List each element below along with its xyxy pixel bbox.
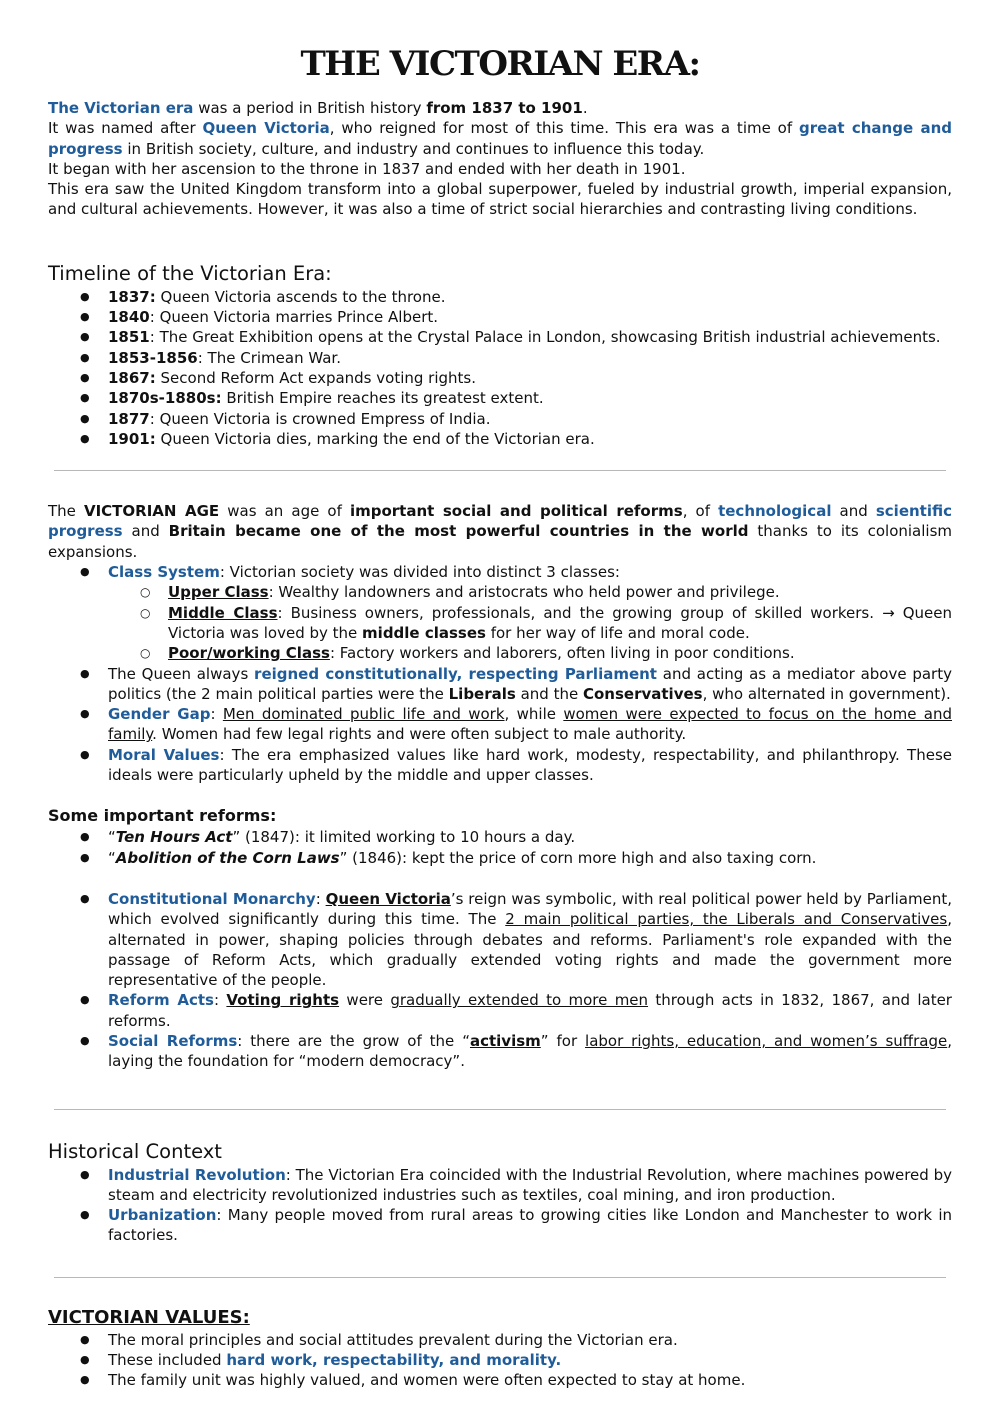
text: ’s reign was symbolic, with real political power held by Parliament, which evolved significantly during this time. The (108, 889, 952, 929)
list-item-upper-class (108, 582, 952, 602)
term-constitutional-monarchy: Constitutional Monarchy (108, 889, 316, 908)
timeline-item (48, 429, 952, 449)
term-great-change: great change and progress (48, 119, 952, 158)
label-poor-class: Poor/working Class (168, 644, 330, 663)
text: “ (108, 828, 116, 847)
term-class-system: Class System (108, 563, 220, 582)
age-paragraph (48, 501, 952, 562)
timeline-item (48, 287, 952, 307)
text: “ (108, 848, 116, 867)
text: and acting as a mediator above party politics (the 2 main political parties were the (108, 664, 952, 703)
timeline-date: 1877 (108, 409, 150, 428)
text: thanks to its colonialism expansions. (48, 522, 953, 561)
values-heading: VICTORIAN VALUES: (48, 1306, 250, 1328)
timeline-item (48, 348, 952, 368)
text: and (122, 522, 169, 541)
term-values: hard work, respectability, and morality (226, 1351, 556, 1370)
bold: Liberals (448, 684, 516, 703)
timeline-text: Queen Victoria ascends to the throne. (155, 287, 446, 306)
intro-line-2 (48, 118, 952, 159)
text: The Queen always (108, 664, 255, 683)
list-item-ten-hours (48, 827, 952, 847)
reforms-heading: Some important reforms: (48, 806, 277, 826)
reforms-section (48, 805, 952, 1071)
context-section (48, 1139, 952, 1246)
text: ” for (540, 1031, 586, 1050)
text: was an age of (219, 502, 350, 521)
term-reform-acts: Reform Acts (108, 991, 214, 1010)
monarchy-list (48, 889, 952, 1072)
context-heading: Historical Context (48, 1139, 222, 1163)
text: These included (108, 1351, 227, 1370)
bold-italic: Ten Hours Act (115, 828, 233, 847)
intro-section (48, 98, 952, 220)
timeline-date: 1840 (108, 308, 150, 327)
text: , while (504, 705, 564, 724)
list-item-value-2 (48, 1350, 952, 1370)
list-item-industrial-revolution (48, 1165, 952, 1206)
text: through acts in 1832, 1867, and later reforms. (108, 991, 952, 1030)
text: . Women had few legal rights and were often subject to male authority. (152, 725, 687, 744)
term-reigned: reigned constitutionally (254, 664, 457, 683)
list-item-constitutional-monarchy (48, 889, 952, 990)
term-gender-gap: Gender Gap (108, 705, 211, 724)
text: : (315, 889, 326, 908)
text: ” (1847): it limited working to 10 hours a day. (232, 828, 576, 847)
text: : The era emphasized values like hard work, modesty, respectability, and philanthropy. These ideals were particularly upheld by the middle and upper classes. (108, 745, 952, 785)
text: was a period in British history (193, 99, 427, 117)
timeline-list (48, 287, 952, 449)
text: , laying the foundation for “modern democracy”. (108, 1031, 953, 1071)
text: ” (1846): kept the price of corn more high and also taxing corn. (339, 848, 817, 867)
timeline-text: British Empire reaches its greatest extent. (221, 389, 544, 408)
text: : (210, 705, 223, 724)
timeline-date: 1851 (108, 328, 150, 347)
term-moral-values: Moral Values (108, 745, 220, 764)
timeline-date: 1853-1856 (108, 348, 198, 367)
text: : there are the grow of the “ (237, 1031, 470, 1050)
label-upper-class: Upper Class (168, 583, 269, 602)
list-item-moral-values (48, 745, 952, 786)
age-list (48, 562, 952, 785)
bold: middle classes (362, 623, 486, 642)
timeline-date: 1870s-1880s: (108, 389, 222, 408)
text: : Factory workers and laborers, often living in poor conditions. (329, 644, 795, 663)
term-social-reforms: Social Reforms (108, 1031, 238, 1050)
text: The (48, 502, 84, 521)
term-scientific: scientific progress (48, 502, 952, 541)
victorian-age-section (48, 501, 952, 785)
text: : Many people moved from rural areas to growing cities like London and Manchester to work in factories. (108, 1206, 952, 1245)
timeline-text: : Queen Victoria marries Prince Albert. (149, 308, 439, 327)
underlined: Voting rights (226, 991, 340, 1010)
list-item-reform-acts (48, 990, 952, 1031)
timeline-heading: Timeline of the Victorian Era: (48, 261, 332, 285)
list-item-social-reforms (48, 1031, 952, 1072)
bold-italic: Abolition of the Corn Laws (115, 848, 340, 867)
text: , of (682, 502, 719, 521)
text: . (555, 1351, 562, 1370)
label-middle-class: Middle Class (168, 603, 278, 622)
underlined: Men dominated public life and work (222, 705, 505, 724)
underlined: women were expected to focus on the home and family (108, 705, 952, 744)
list-item-queen (48, 664, 952, 705)
values-section (48, 1306, 952, 1391)
page-title: THE VICTORIAN ERA: (300, 44, 700, 84)
list-item-corn-laws (48, 848, 952, 868)
timeline-item (48, 307, 952, 327)
term-victorian-era: The Victorian era (48, 99, 194, 117)
timeline-text: Second Reform Act expands voting rights. (155, 368, 476, 387)
timeline-text: : Queen Victoria is crowned Empress of India. (149, 409, 491, 428)
text: : Victorian society was divided into distinct 3 classes: (219, 563, 620, 582)
text: : The Victorian Era coincided with the Industrial Revolution, where machines powered by steam and electricity revolutionized industries such as textiles, coal mining, and iron production. (108, 1165, 952, 1204)
text: were (339, 991, 391, 1010)
class-sublist (108, 582, 952, 663)
intro-line-4: This era saw the United Kingdom transform into a global superpower, fueled by industrial growth, imperial expansion, and cultural achievements. However, it was also a time of strict social hierarchies and contrasting living conditions. (48, 180, 952, 219)
intro-line-1 (48, 98, 952, 118)
text: and the (515, 684, 583, 703)
term-technological: technological (718, 502, 832, 521)
text: : Wealthy landowners and aristocrats who held power and privilege. (268, 583, 780, 602)
list-item-value-1: ● The moral principles and social attitudes prevalent during the Victorian era. (48, 1330, 952, 1350)
timeline-item (48, 388, 952, 408)
list-item-gender-gap (48, 704, 952, 745)
list-item-class-system (48, 562, 952, 663)
bold: important social and political reforms (349, 502, 683, 521)
timeline-text: Queen Victoria dies, marking the end of the Victorian era. (155, 429, 595, 448)
values-list (48, 1330, 952, 1391)
intro-line-3: It began with her ascension to the throne in 1837 and ended with her death in 1901. (48, 159, 686, 178)
underlined: 2 main political parties, the Liberals and Conservatives (505, 910, 948, 929)
text: , who reigned for most of this time. This era was a time of (329, 119, 799, 138)
text: : (213, 991, 227, 1010)
timeline-text: : The Great Exhibition opens at the Crystal Palace in London, showcasing British industrial achievements. (149, 328, 941, 347)
bold: Britain became one of the most powerful countries in the world (168, 522, 749, 541)
underlined: Queen Victoria (325, 889, 451, 908)
timeline-date: 1901: (108, 429, 156, 448)
timeline-item (48, 327, 952, 347)
context-list (48, 1165, 952, 1246)
list-item-urbanization (48, 1205, 952, 1246)
list-item-middle-class (108, 603, 952, 644)
underlined: gradually extended to more men (390, 991, 649, 1010)
timeline-item (48, 409, 952, 429)
term-parliament: respecting Parliament (468, 664, 657, 683)
text: for her way of life and moral code. (485, 623, 750, 642)
list-item-poor-class (108, 643, 952, 663)
timeline-date: 1867: (108, 368, 156, 387)
bold: VICTORIAN AGE (83, 502, 220, 521)
text: , alternated in power, shaping policies through debates and reforms. Parliament's role expanded with the passage of Reform Acts, which gradually extended voting rights and made the government more representative of the people. (108, 910, 952, 990)
timeline-text: : The Crimean War. (197, 348, 341, 367)
list-item-value-3: ● The family unit was highly valued, and women were often expected to stay at home. (48, 1370, 952, 1390)
text: . (582, 99, 588, 117)
timeline-item (48, 368, 952, 388)
text: in British society, culture, and industry and continues to influence this today. (122, 139, 705, 158)
text: and (831, 502, 876, 521)
document-page (48, 44, 952, 1391)
underlined: labor rights, education, and women’s suffrage (585, 1031, 948, 1050)
underlined: activism (469, 1031, 541, 1050)
bold: Conservatives (582, 684, 703, 703)
bold-dates: from 1837 to 1901 (426, 99, 583, 117)
term-urbanization: Urbanization (108, 1206, 217, 1225)
term-queen-victoria: Queen Victoria (202, 119, 330, 138)
term-industrial-revolution: Industrial Revolution (108, 1165, 286, 1184)
timeline-date: 1837: (108, 287, 156, 306)
text: , who alternated in government). (702, 684, 951, 703)
reforms-list (48, 827, 952, 868)
text: : Business owners, professionals, and the growing group of skilled workers. → Queen Victoria was loved by the (168, 603, 952, 642)
text: , (456, 664, 469, 683)
text: It was named after (48, 119, 203, 138)
